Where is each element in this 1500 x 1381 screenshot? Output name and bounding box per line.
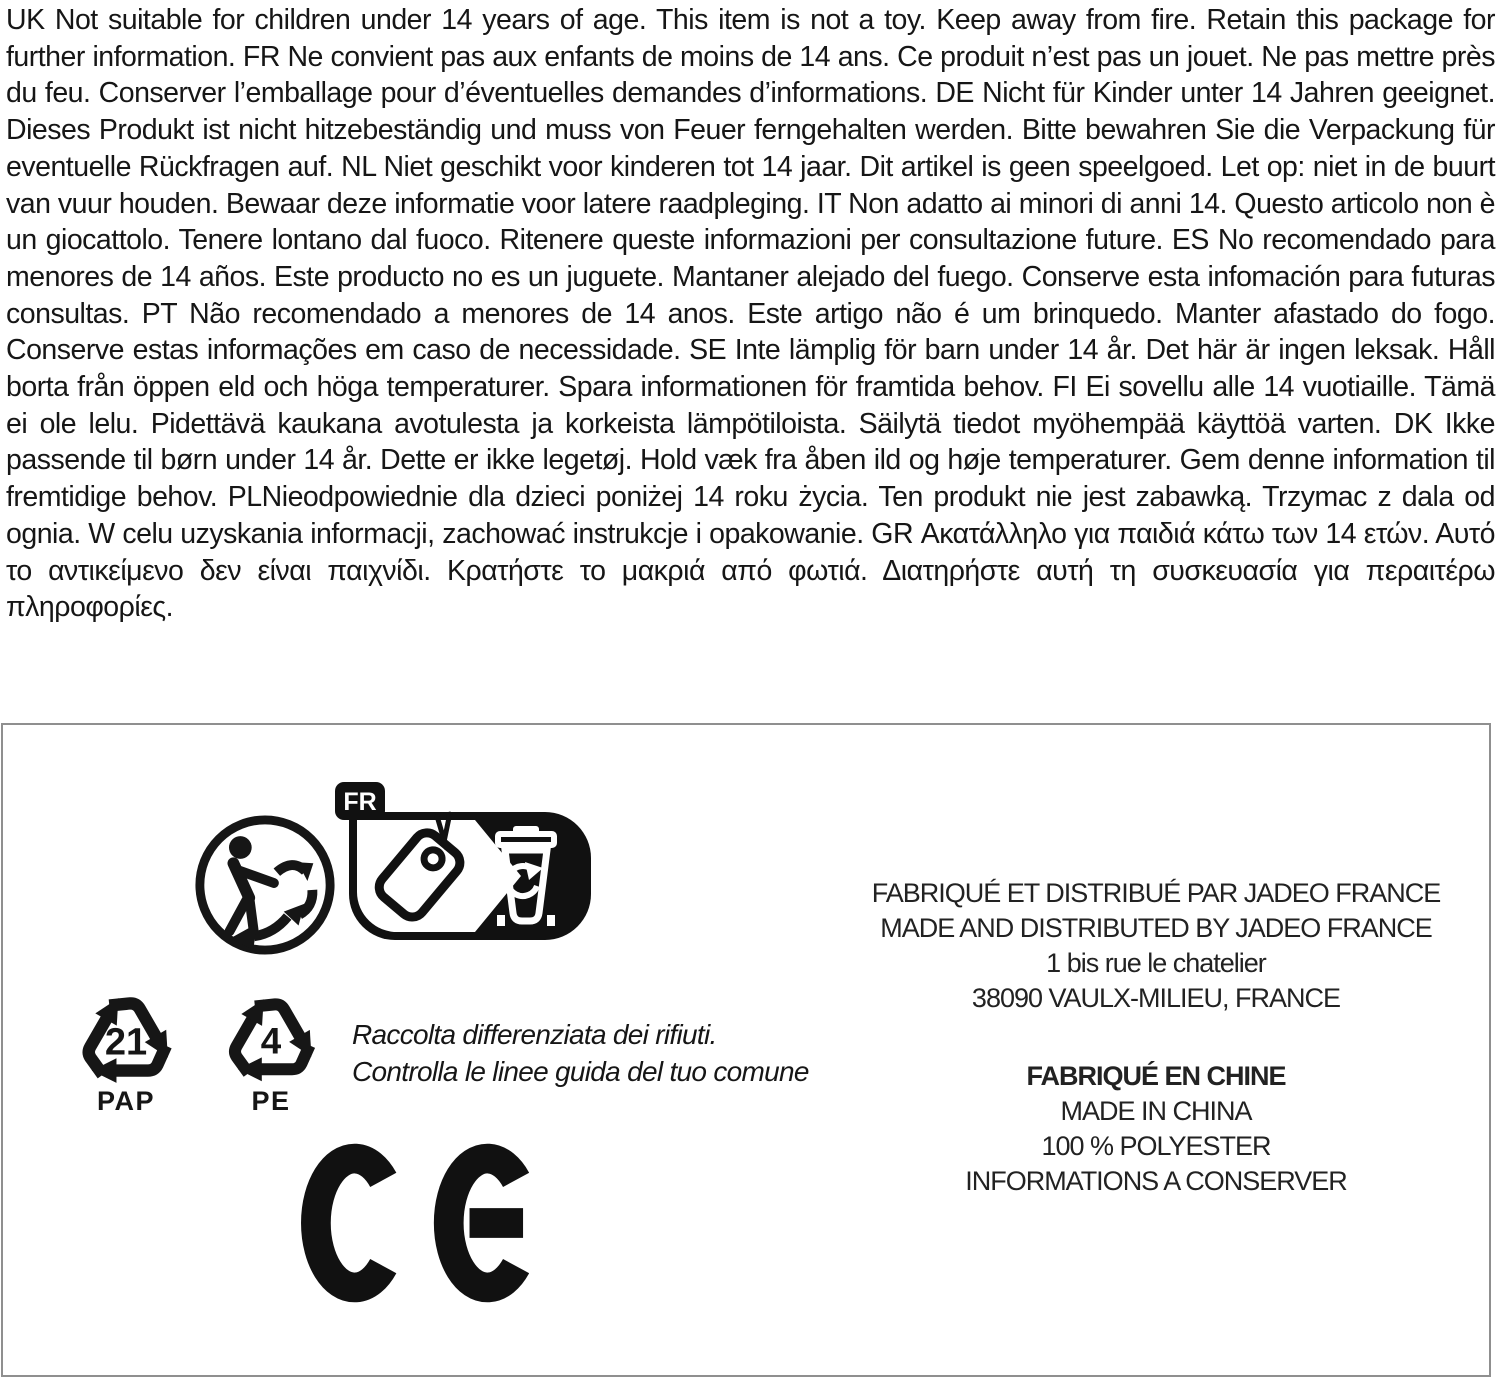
sorting-note-line2: Controlla le linee guida del tuo comune [352, 1056, 809, 1087]
recycling-triangle-icon [67, 979, 185, 1086]
manufacturer-line-fr: FABRIQUÉ ET DISTRIBUÉ PAR JADEO FRANCE [871, 878, 1441, 908]
pap-recycling-symbol [66, 979, 186, 1117]
recycling-triangle-icon [214, 979, 328, 1086]
origin-line-en: MADE IN CHINA [1060, 1096, 1252, 1126]
retain-information-note: INFORMATIONS A CONSERVER [965, 1166, 1347, 1196]
warning-paragraph: UK Not suitable for children under 14 years of age. This item is not a toy. Keep away from fire. Retain this package for further information. FR Ne convient pas aux enfants de moins de 14 ans. Ce produit n’est pas un jouet. Ne pas mettre près du feu. Conserver l’emballage pour d’éventuelles demandes d’informations. DE Nicht für Kinder unter 14 Jahren geeignet. Dieses Produkt ist nicht hitzebeständig und muss von Feuer ferngehalten werden. Bitte bewahren Sie die Verpackung für eventuelle Rückfragen auf. NL Niet geschikt voor kinderen tot 14 jaar. Dit artikel is geen speelgoed. Let op: niet in de buurt van vuur houden. Bewaar deze informatie voor latere raadpleging. IT Non adatto ai minori di anni 14. Questo articolo non è un giocattolo. Tenere lontano dal fuoco. Ritenere queste informazioni per consultazione future. ES No recomendado para menores de 14 años. Este producto no es un juguete. Mantaner alejado del fuego. Conserve esta infomación para futuras consultas. PT Não recomendado a menores de 14 anos. Este artigo não é um brinquedo. Manter afastado do fogo. Conserve estas informações em caso de necessidade. SE Inte lämplig för barn under 14 år. Det här är ingen leksak. Håll borta från öppen eld och höga temperaturer. Spara informationen för framtida behov. FI Ei sovellu alle 14 vuotiaille. Tämä ei ole lelu. Pidettävä kaukana avotulesta ja korkeista lämpötiloista. Säilytä tiedot myöhempää käyttöä varten. DK Ikke passende til børn under 14 år. Dette er ikke legetøj. Hold væk fra åben ild og høje temperaturer. Gem denne information til fremtidige behov. PLNieodpowiednie dla dzieci poniżej 14 roku życia. Ten produkt nie jest zabawką. Trzymac z dala od ognia. W celu uzyskania informacji, zachować instrukcje i opakowanie. GR Ακατάλληλο για παιδιά κάτω των 14 ετών. Αυτό το αντικείμενο δεν είναι παιχνίδι. Κρατήστε το μακριά από φωτιά. Διατηρήστε αυτή τη συσκευασία για περαιτέρω πληροφορίες. [6, 4, 1495, 624]
triman-recycling-icon [191, 810, 339, 960]
sorting-note [352, 1016, 809, 1090]
origin-info [846, 1059, 1466, 1199]
pap-material-label: PAP [96, 1086, 155, 1116]
fr-sorting-instructions-icon [329, 782, 591, 940]
ce-mark-icon [301, 1143, 529, 1303]
manufacturer-info [846, 876, 1466, 1016]
manufacturer-address-city: 38090 VAULX-MILIEU, FRANCE [971, 983, 1341, 1013]
sorting-note-line1: Raccolta differenziata dei rifiuti. [352, 1019, 717, 1050]
origin-line-fr: FABRIQUÉ EN CHINE [1026, 1061, 1286, 1091]
manufacturer-line-en: MADE AND DISTRIBUTED BY JADEO FRANCE [880, 913, 1432, 943]
pe-recycling-symbol [212, 979, 330, 1117]
pap-number: 21 [104, 1021, 148, 1064]
pe-number: 4 [260, 1020, 282, 1062]
material-composition: 100 % POLYESTER [1041, 1131, 1271, 1161]
fr-tab-label: FR [343, 788, 377, 816]
pe-material-label: PE [251, 1086, 291, 1116]
manufacturer-address-street: 1 bis rue le chatelier [1046, 948, 1266, 978]
